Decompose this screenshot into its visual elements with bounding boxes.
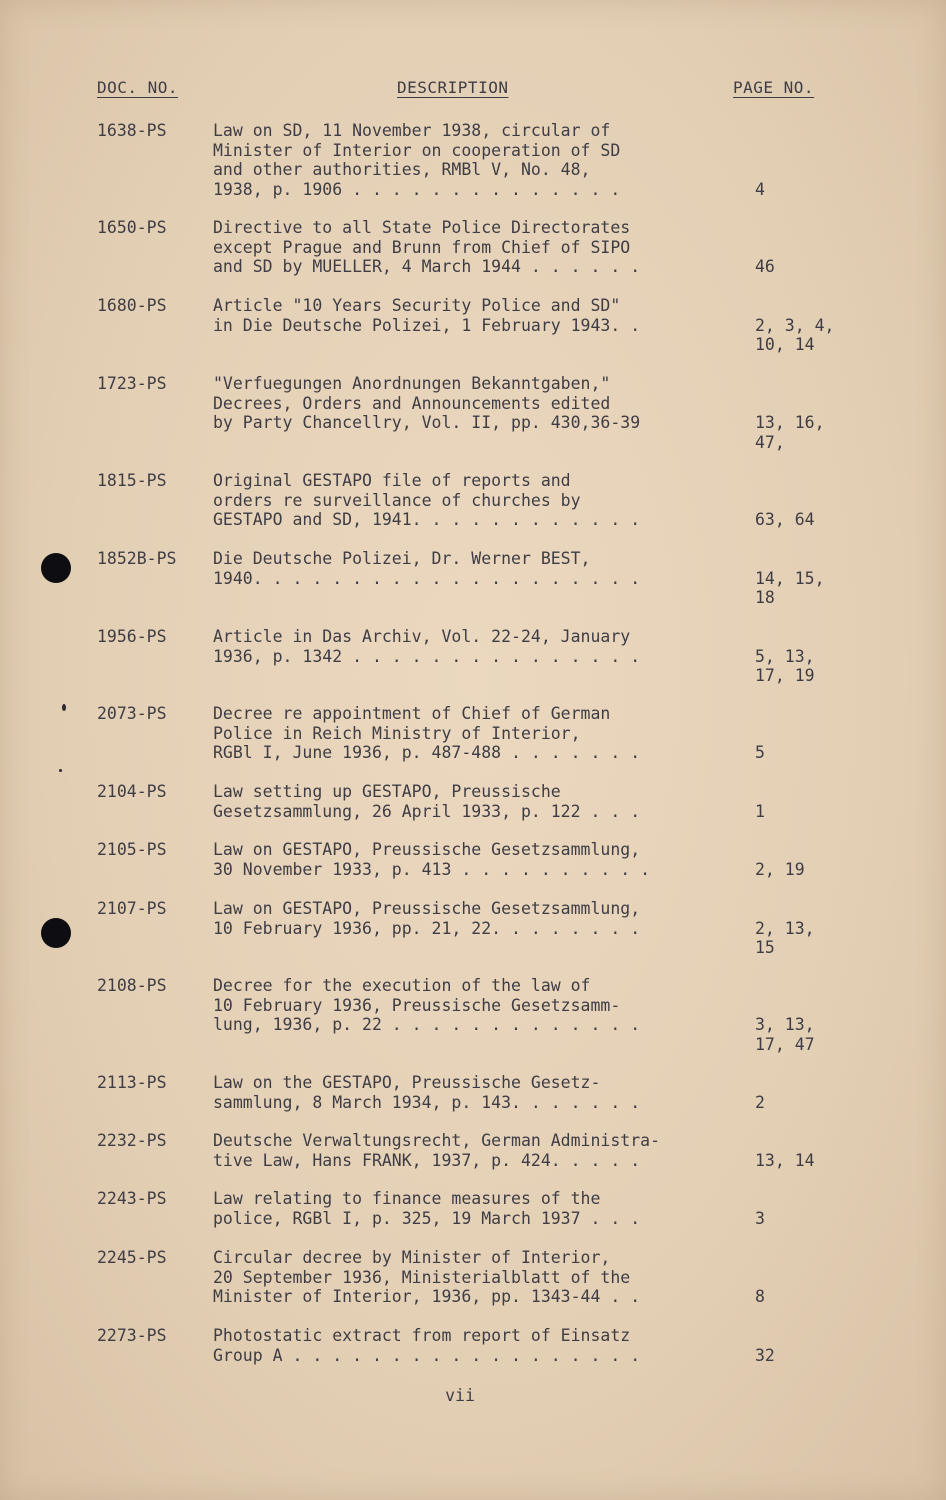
page-numbers: 46	[755, 257, 775, 276]
page-numbers: 2, 13, 15	[755, 918, 815, 957]
doc-description: Law on GESTAPO, Preussische Gesetzsammlung, 10 February 1936, pp. 21, 22. . . . . . . .	[213, 899, 641, 938]
doc-description: Deutsche Verwaltungsrecht, German Administra- tive Law, Hans FRANK, 1937, p. 424. . . . .	[213, 1131, 661, 1170]
page-numbers: 32	[755, 1345, 775, 1365]
column-header-description: DESCRIPTION	[397, 78, 509, 97]
doc-number: 2232-PS	[97, 1131, 167, 1150]
page-numbers: 13, 14	[755, 1150, 815, 1170]
doc-description: Article "10 Years Security Police and SD" in Die Deutsche Polizei, 1 February 1943. .	[213, 296, 641, 335]
doc-number: 2243-PS	[97, 1189, 167, 1208]
doc-description: Article in Das Archiv, Vol. 22-24, January 1936, p. 1342 . . . . . . . . . . . . . . .	[213, 627, 641, 666]
punch-hole	[41, 918, 71, 948]
doc-number: 1815-PS	[97, 471, 167, 490]
doc-number: 2273-PS	[97, 1326, 167, 1345]
doc-number: 1723-PS	[97, 374, 167, 393]
doc-number: 2105-PS	[97, 840, 167, 859]
doc-number: 2107-PS	[97, 899, 167, 918]
doc-description: Die Deutsche Polizei, Dr. Werner BEST, 1940. . . . . . . . . . . . . . . . . . . .	[213, 549, 641, 588]
page-numbers: 2, 19	[755, 859, 805, 879]
doc-description: Decree for the execution of the law of 10 February 1936, Preussische Gesetzsamm- lung, 1936, p. 22 . . . . . . . . . . . . .	[213, 976, 641, 1034]
doc-description: Law on GESTAPO, Preussische Gesetzsammlung, 30 November 1933, p. 413 . . . . . . . . . .	[213, 840, 651, 879]
doc-description: "Verfuegungen Anordnungen Bekanntgaben," Decrees, Orders and Announcements edited by Party Chancellry, Vol. II, pp. 430,36-39	[213, 374, 641, 432]
page-folio: vii	[445, 1386, 475, 1405]
page-numbers: 5, 13, 17, 19	[755, 646, 815, 685]
doc-number: 1680-PS	[97, 296, 167, 315]
doc-description: Law on SD, 11 November 1938, circular of Minister of Interior on cooperation of SD and other authorities, RMBl V, No. 48, 1938, p. 1906 . . . . . . . . . . . . . .	[213, 121, 621, 199]
ink-speck	[59, 769, 62, 772]
doc-number: 2073-PS	[97, 704, 167, 723]
ink-speck	[62, 704, 66, 711]
doc-number: 1650-PS	[97, 218, 167, 237]
page-numbers: 5	[755, 743, 765, 762]
doc-description: Law on the GESTAPO, Preussische Gesetz- sammlung, 8 March 1934, p. 143. . . . . . .	[213, 1073, 641, 1112]
punch-hole	[41, 553, 71, 583]
page-numbers: 4	[755, 179, 765, 199]
doc-number: 2104-PS	[97, 782, 167, 801]
doc-description: Original GESTAPO file of reports and orders re surveillance of churches by GESTAPO and SD, 1941. . . . . . . . . . . .	[213, 471, 641, 529]
page-numbers: 63, 64	[755, 510, 815, 529]
page-numbers: 3, 13, 17, 47	[755, 1015, 815, 1054]
column-header-page-no: PAGE NO.	[733, 78, 815, 97]
doc-number: 2245-PS	[97, 1248, 167, 1267]
doc-description: Circular decree by Minister of Interior, 20 September 1936, Ministerialblatt of the Minister of Interior, 1936, pp. 1343-44 . .	[213, 1248, 641, 1306]
doc-number: 1638-PS	[97, 121, 167, 140]
page-numbers: 2, 3, 4, 10, 14	[755, 315, 835, 354]
doc-number: 2108-PS	[97, 976, 167, 995]
page-numbers: 8	[755, 1287, 765, 1306]
page-numbers: 14, 15, 18	[755, 568, 825, 607]
doc-description: Law setting up GESTAPO, Preussische Gesetzsammlung, 26 April 1933, p. 122 . . .	[213, 782, 641, 821]
doc-number: 1852B-PS	[97, 549, 177, 568]
doc-number: 1956-PS	[97, 627, 167, 646]
doc-number: 2113-PS	[97, 1073, 167, 1092]
doc-description: Photostatic extract from report of Einsatz Group A . . . . . . . . . . . . . . . . . .	[213, 1326, 641, 1365]
page-numbers: 2	[755, 1092, 765, 1112]
doc-description: Directive to all State Police Directorates except Prague and Brunn from Chief of SIPO and SD by MUELLER, 4 March 1944 . . . . . .	[213, 218, 641, 276]
page-numbers: 3	[755, 1208, 765, 1228]
doc-description: Decree re appointment of Chief of German Police in Reich Ministry of Interior, RGBl I, June 1936, p. 487-488 . . . . . . .	[213, 704, 641, 762]
doc-description: Law relating to finance measures of the police, RGBl I, p. 325, 19 March 1937 . . .	[213, 1189, 641, 1228]
page-numbers: 13, 16, 47,	[755, 413, 825, 452]
column-header-doc-no: DOC. NO.	[97, 78, 179, 97]
page-numbers: 1	[755, 801, 765, 821]
